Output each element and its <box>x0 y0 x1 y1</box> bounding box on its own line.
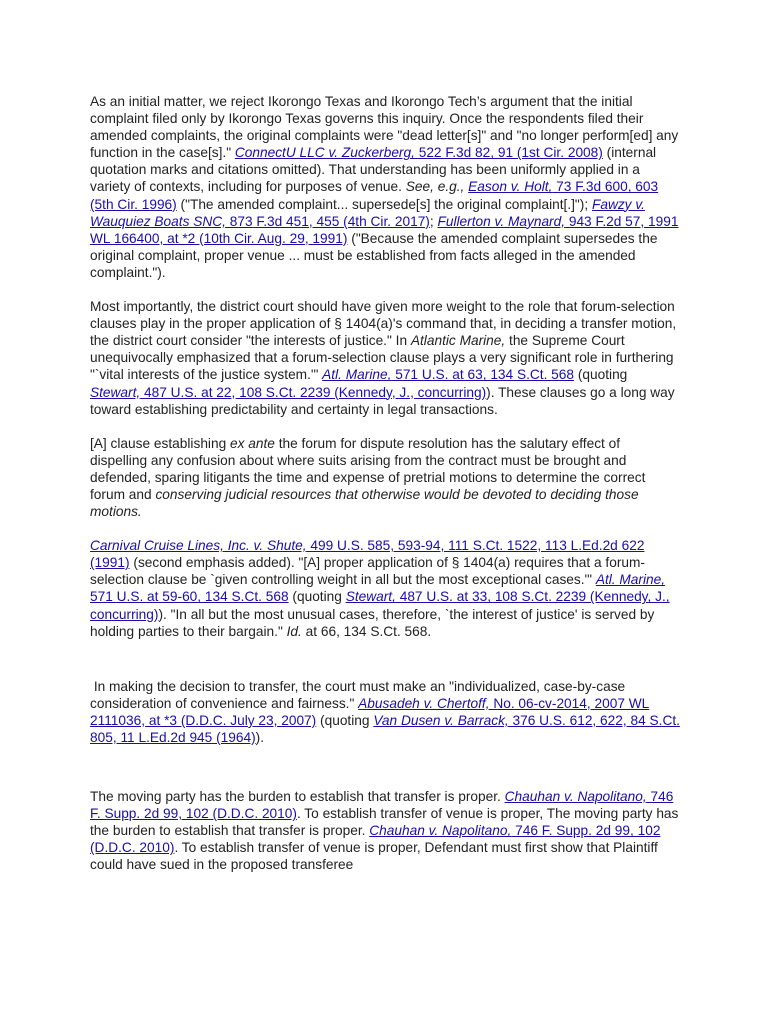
citation-carnival-cruise-v-shute[interactable]: Carnival Cruise Lines, Inc. v. Shute, 499 U.S. 585, 593-94, 111 S.Ct. 1522, 113 L.Ed.2d 622 (1991) <box>90 538 645 571</box>
paragraph-decision-to-transfer: In making the decision to transfer, the court must make an "individualized, case-by-case consideration of convenience and fairness." Abusadeh v. Chertoff, No. 06-cv-2014, 2007 WL 2111036, at *3 (D.D.C. July 23, 2007) (quoting Van Dusen v. Barrack, 376 U.S. 612, 622, 84 S.Ct. 805, 11 L.Ed.2d 945 (1964)). <box>90 678 680 745</box>
citation-stewart-33[interactable]: Stewart, 487 U.S. at 33, 108 S.Ct. 2239 (Kennedy, J., concurring) <box>90 589 670 622</box>
paragraph-spacer <box>90 281 680 298</box>
paragraph-spacer <box>90 418 680 435</box>
citation-fullerton-v-maynard[interactable]: Fullerton v. Maynard, 943 F.2d 57, 1991 WL 166400, at *2 (10th Cir. Aug. 29, 1991) <box>90 213 679 246</box>
citation-chauhan-v-napolitano[interactable]: Chauhan v. Napolitano, 746 F. Supp. 2d 99, 102 (D.D.C. 2010) <box>90 789 674 822</box>
paragraph-amended-complaints: As an initial matter, we reject Ikorongo Texas and Ikorongo Tech’s argument that the initial complaint filed only by Ikorongo Texas governs this inquiry. Once the respondents filed their amended complaints, the original complaints were "dead letter[s]" and "no longer perform[ed] any function in the case[s]." ConnectU LLC v. Zuckerberg, 522 F.3d 82, 91 (1st Cir. 2008) (internal quotation marks and citations omitted). That understanding has been uniformly applied in a variety of contexts, including for purposes of venue. See, e.g., Eason v. Holt, 73 F.3d 600, 603 (5th Cir. 1996) ("The amended complaint... supersede[s] the original complaint[.]"); Fawzy v. Wauquiez Boats SNC, 873 F.3d 451, 455 (4th Cir. 2017); Fullerton v. Maynard, 943 F.2d 57, 1991 WL 166400, at *2 (10th Cir. Aug. 29, 1991) ("Because the amended complaint supersedes the original complaint, proper venue ... must be established from facts alleged in the amended complaint."). <box>90 94 679 280</box>
citation-eason-v-holt[interactable]: Eason v. Holt, 73 F.3d 600, 603 (5th Cir. 1996) <box>90 179 659 212</box>
paragraph-spacer <box>90 520 680 537</box>
citation-connectu-v-zuckerberg[interactable]: ConnectU LLC v. Zuckerberg, 522 F.3d 82, 91 (1st Cir. 2008) <box>234 145 603 161</box>
citation-stewart-22[interactable]: Stewart, 487 U.S. at 22, 108 S.Ct. 2239 (Kennedy, J., concurring) <box>90 384 487 400</box>
paragraph-carnival-cruise: Carnival Cruise Lines, Inc. v. Shute, 499 U.S. 585, 593-94, 111 S.Ct. 1522, 113 L.Ed.2d 622 (1991) (second emphasis added). "[A] proper application of § 1404(a) requires that a forum-selection clause be `given controlling weight in all but the most exceptional cases.'" Atl. Marine, 571 U.S. at 59-60, 134 S.Ct. 568 (quoting Stewart, 487 U.S. at 33, 108 S.Ct. 2239 (Kennedy, J., concurring)). "In all but the most unusual cases, therefore, `the interest of justice' is served by holding parties to their bargain." Id. at 66, 134 S.Ct. 568. <box>90 538 670 639</box>
citation-atl-marine-59[interactable]: Atl. Marine, 571 U.S. at 59-60, 134 S.Ct. 568 <box>90 572 666 605</box>
paragraph-block-quote: [A] clause establishing ex ante the forum for dispute resolution has the salutary effect of dispelling any confusion about where suits arising from the contract must be brought and defended, sparing litigants the time and expense of pretrial motions to determine the correct forum and conserving judicial resources that otherwise would be devoted to deciding those motions. <box>90 435 646 520</box>
paragraph-moving-party-burden: The moving party has the burden to establish that transfer is proper. Chauhan v. Napolitano, 746 F. Supp. 2d 99, 102 (D.D.C. 2010). To establish transfer of venue is proper, The moving party has the burden to establish that transfer is proper. Chauhan v. Napolitano, 746 F. Supp. 2d 99, 102 (D.D.C. 2010). To establish transfer of venue is proper, Defendant must first show that Plaintiff could have sued in the proposed transferee <box>90 789 679 873</box>
document-body <box>90 93 680 874</box>
citation-fawzy-v-wauquiez[interactable]: Fawzy v. Wauquiez Boats SNC, 873 F.3d 451, 455 (4th Cir. 2017) <box>90 196 645 229</box>
citation-abusadeh-v-chertoff[interactable]: Abusadeh v. Chertoff, No. 06-cv-2014, 2007 WL 2111036, at *3 (D.D.C. July 23, 2007) <box>90 695 650 728</box>
paragraph-spacer <box>90 746 680 788</box>
citation-van-dusen-v-barrack[interactable]: Van Dusen v. Barrack, 376 U.S. 612, 622, 84 S.Ct. 805, 11 L.Ed.2d 945 (1964) <box>90 712 680 745</box>
citation-atl-marine-63[interactable]: Atl. Marine, 571 U.S. at 63, 134 S.Ct. 568 <box>322 367 575 383</box>
paragraph-forum-selection: Most importantly, the district court should have given more weight to the role that forum-selection clauses play in the proper application of § 1404(a)'s command that, in deciding a transfer motion, the district court consider "the interests of justice." In Atlantic Marine, the Supreme Court unequivocally emphasized that a forum-selection clause plays a very significant role in furthering "`vital interests of the justice system.'" Atl. Marine, 571 U.S. at 63, 134 S.Ct. 568 (quoting Stewart, 487 U.S. at 22, 108 S.Ct. 2239 (Kennedy, J., concurring)). These clauses go a long way toward establishing predictability and certainty in legal transactions. <box>90 299 677 417</box>
paragraph-spacer <box>90 640 680 678</box>
citation-chauhan-v-napolitano-repeat[interactable]: Chauhan v. Napolitano, 746 F. Supp. 2d 99, 102 (D.D.C. 2010) <box>90 823 661 856</box>
